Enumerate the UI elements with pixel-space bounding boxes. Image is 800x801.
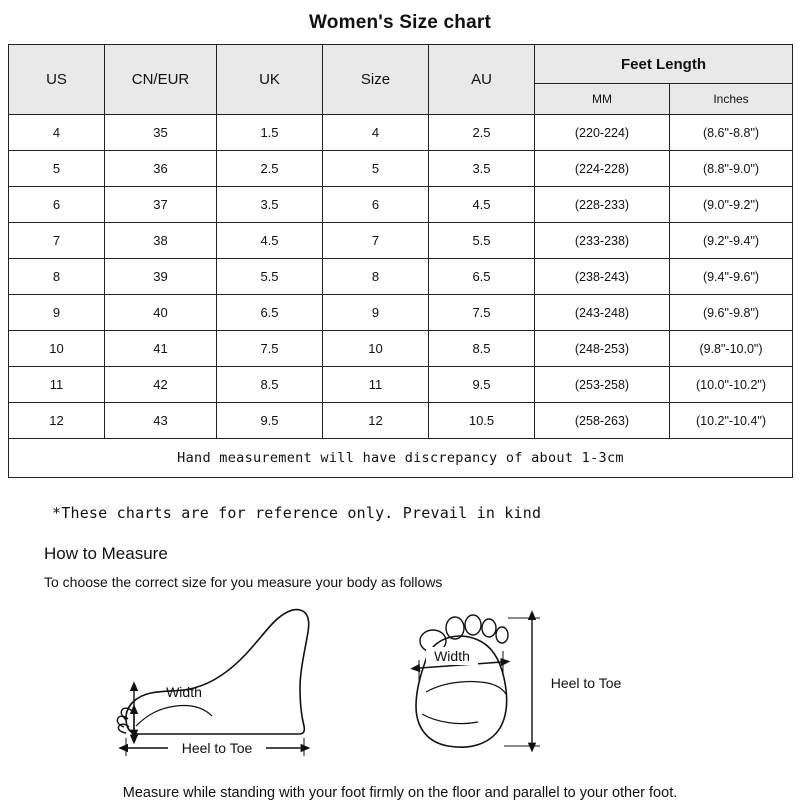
column-header-au: AU bbox=[429, 45, 535, 115]
cell-au: 2.5 bbox=[429, 115, 535, 151]
cell-us: 9 bbox=[9, 295, 105, 331]
table-row bbox=[9, 115, 793, 151]
cell-inches: (9.6"-9.8") bbox=[670, 295, 793, 331]
table-row bbox=[9, 151, 793, 187]
column-header-feet-length: Feet Length bbox=[535, 45, 793, 84]
cell-inches: (9.2"-9.4") bbox=[670, 223, 793, 259]
table-row bbox=[9, 187, 793, 223]
cell-uk: 2.5 bbox=[217, 151, 323, 187]
cell-cneur: 39 bbox=[105, 259, 217, 295]
top-view-heel-to-toe-measure bbox=[504, 618, 621, 746]
hand-measurement-note: Hand measurement will have discrepancy of about 1-3cm bbox=[9, 439, 793, 478]
how-to-measure-title: How to Measure bbox=[44, 544, 168, 563]
cell-size: 8 bbox=[323, 259, 429, 295]
cell-inches: (10.2"-10.4") bbox=[670, 403, 793, 439]
cell-cneur: 42 bbox=[105, 367, 217, 403]
cell-au: 5.5 bbox=[429, 223, 535, 259]
top-view-width-label: Width bbox=[434, 648, 470, 664]
column-header-mm: MM bbox=[535, 84, 670, 115]
column-header-size: Size bbox=[323, 45, 429, 115]
table-row bbox=[9, 367, 793, 403]
measurement-diagram bbox=[8, 596, 792, 781]
side-view-heel-to-toe-label: Heel to Toe bbox=[181, 740, 253, 756]
cell-mm: (253-258) bbox=[535, 367, 670, 403]
cell-mm: (224-228) bbox=[535, 151, 670, 187]
cell-cneur: 35 bbox=[105, 115, 217, 151]
cell-size: 7 bbox=[323, 223, 429, 259]
cell-inches: (9.8"-10.0") bbox=[670, 331, 793, 367]
cell-au: 4.5 bbox=[429, 187, 535, 223]
table-row bbox=[9, 403, 793, 439]
cell-uk: 3.5 bbox=[217, 187, 323, 223]
side-view-width-label: Width bbox=[166, 684, 202, 700]
cell-inches: (9.0"-9.2") bbox=[670, 187, 793, 223]
cell-au: 9.5 bbox=[429, 367, 535, 403]
cell-size: 9 bbox=[323, 295, 429, 331]
cell-mm: (233-238) bbox=[535, 223, 670, 259]
cell-au: 10.5 bbox=[429, 403, 535, 439]
column-header-us: US bbox=[9, 45, 105, 115]
cell-size: 12 bbox=[323, 403, 429, 439]
cell-us: 8 bbox=[9, 259, 105, 295]
cell-mm: (243-248) bbox=[535, 295, 670, 331]
cell-cneur: 38 bbox=[105, 223, 217, 259]
side-view-foot-outline bbox=[117, 610, 308, 734]
cell-mm: (228-233) bbox=[535, 187, 670, 223]
cell-uk: 7.5 bbox=[217, 331, 323, 367]
cell-uk: 5.5 bbox=[217, 259, 323, 295]
cell-size: 4 bbox=[323, 115, 429, 151]
column-header-cneur: CN/EUR bbox=[105, 45, 217, 115]
cell-au: 7.5 bbox=[429, 295, 535, 331]
table-header-row bbox=[9, 45, 793, 84]
cell-size: 6 bbox=[323, 187, 429, 223]
top-view-heel-to-toe-label: Heel to Toe bbox=[550, 675, 622, 691]
cell-cneur: 40 bbox=[105, 295, 217, 331]
cell-inches: (10.0"-10.2") bbox=[670, 367, 793, 403]
cell-cneur: 37 bbox=[105, 187, 217, 223]
cell-cneur: 41 bbox=[105, 331, 217, 367]
cell-mm: (248-253) bbox=[535, 331, 670, 367]
cell-size: 5 bbox=[323, 151, 429, 187]
page-title: Women's Size chart bbox=[309, 12, 491, 33]
foot-diagram-svg bbox=[8, 596, 792, 781]
cell-inches: (8.8"-9.0") bbox=[670, 151, 793, 187]
cell-size: 11 bbox=[323, 367, 429, 403]
cell-us: 5 bbox=[9, 151, 105, 187]
cell-uk: 8.5 bbox=[217, 367, 323, 403]
cell-uk: 4.5 bbox=[217, 223, 323, 259]
side-view-width-measure bbox=[132, 684, 204, 781]
how-to-measure-subtitle: To choose the correct size for you measure your body as follows bbox=[44, 574, 443, 590]
footer-instruction: Measure while standing with your foot firmly on the floor and parallel to your other foot. bbox=[122, 785, 678, 801]
cell-us: 11 bbox=[9, 367, 105, 403]
cell-us: 4 bbox=[9, 115, 105, 151]
column-header-uk: UK bbox=[217, 45, 323, 115]
table-footer-row bbox=[9, 439, 793, 478]
cell-us: 6 bbox=[9, 187, 105, 223]
cell-inches: (9.4"-9.6") bbox=[670, 259, 793, 295]
top-view-width-measure bbox=[419, 647, 503, 684]
cell-us: 12 bbox=[9, 403, 105, 439]
cell-us: 10 bbox=[9, 331, 105, 367]
table-row bbox=[9, 259, 793, 295]
column-header-inches: Inches bbox=[670, 84, 793, 115]
side-view-heel-to-toe-measure bbox=[126, 738, 304, 757]
cell-mm: (220-224) bbox=[535, 115, 670, 151]
cell-au: 6.5 bbox=[429, 259, 535, 295]
cell-mm: (238-243) bbox=[535, 259, 670, 295]
top-view-foot-outline bbox=[416, 615, 508, 747]
table-row bbox=[9, 295, 793, 331]
table-row bbox=[9, 331, 793, 367]
cell-us: 7 bbox=[9, 223, 105, 259]
cell-size: 10 bbox=[323, 331, 429, 367]
cell-cneur: 36 bbox=[105, 151, 217, 187]
cell-au: 8.5 bbox=[429, 331, 535, 367]
cell-uk: 9.5 bbox=[217, 403, 323, 439]
cell-uk: 6.5 bbox=[217, 295, 323, 331]
cell-inches: (8.6"-8.8") bbox=[670, 115, 793, 151]
cell-au: 3.5 bbox=[429, 151, 535, 187]
reference-only-note: *These charts are for reference only. Prevail in kind bbox=[52, 504, 542, 522]
table-row bbox=[9, 223, 793, 259]
cell-uk: 1.5 bbox=[217, 115, 323, 151]
cell-cneur: 43 bbox=[105, 403, 217, 439]
cell-mm: (258-263) bbox=[535, 403, 670, 439]
size-chart-table bbox=[8, 44, 793, 478]
